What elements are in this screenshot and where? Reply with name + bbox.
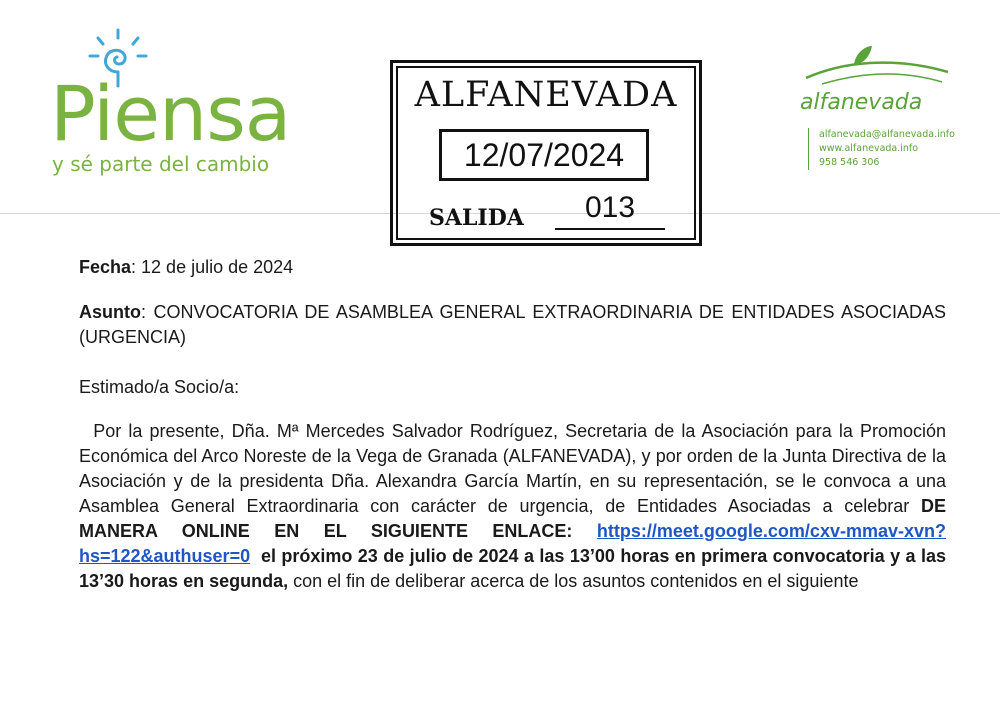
leaf-swoosh-icon — [802, 42, 952, 90]
stamp-date: 12/07/2024 — [439, 129, 649, 181]
meeting-link[interactable]: https://meet.google.com/cxv-mmav-xvn?hs=122&authuser=0 — [79, 521, 946, 566]
alfanevada-logo — [798, 40, 958, 180]
body-text-2: con el fin de deliberar acerca de los asuntos contenidos en el siguiente — [288, 571, 859, 591]
date-line — [79, 255, 293, 280]
contact-phone: 958 546 306 — [819, 157, 880, 168]
body-bold-datetime: el próximo 23 de julio de 2024 a las 13’00 horas en primera convocatoria y a las 13’30 horas en segunda, — [79, 546, 946, 591]
alfanevada-wordmark: alfanevada — [800, 90, 923, 115]
subject-value: : CONVOCATORIA DE ASAMBLEA GENERAL EXTRAORDINARIA DE ENTIDADES ASOCIADAS (URGENCIA) — [79, 302, 946, 347]
date-value: : 12 de julio de 2024 — [131, 257, 294, 277]
stamp-title: ALFANEVADA — [414, 75, 678, 115]
piensa-tagline: y sé parte del cambio — [52, 152, 270, 176]
body-text-1: Por la presente, Dña. Mª Mercedes Salvador Rodríguez, Secretaria de la Asociación para la Promoción Económica del Arco Noreste de la Vega de Granada (ALFANEVADA), y por orden de la Junta Directiva de la Asociación y de la presidenta Dña. Alexandra García Martín, en su representación, se le convoca a una Asamblea General Extraordinaria con carácter de urgencia, de Entidades Asociadas a celebrar — [79, 421, 946, 516]
stamp-number-underline — [555, 228, 665, 230]
stamp-number: 013 — [584, 191, 636, 224]
date-label: Fecha — [79, 257, 132, 277]
main-paragraph — [79, 419, 946, 594]
piensa-logo — [48, 28, 308, 188]
piensa-wordmark: Piensa — [50, 69, 291, 158]
subject-line — [79, 300, 946, 350]
registry-stamp — [390, 60, 702, 246]
subject-label: Asunto — [79, 302, 141, 322]
greeting: Estimado/a Socio/a: — [79, 377, 240, 397]
contact-web: www.alfanevada.info — [819, 143, 919, 154]
contact-email: alfanevada@alfanevada.info — [819, 129, 955, 140]
contact-info — [808, 128, 955, 170]
stamp-label: SALIDA — [429, 205, 524, 231]
body-bold-online: DE MANERA ONLINE EN EL SIGUIENTE ENLACE: — [79, 496, 946, 541]
